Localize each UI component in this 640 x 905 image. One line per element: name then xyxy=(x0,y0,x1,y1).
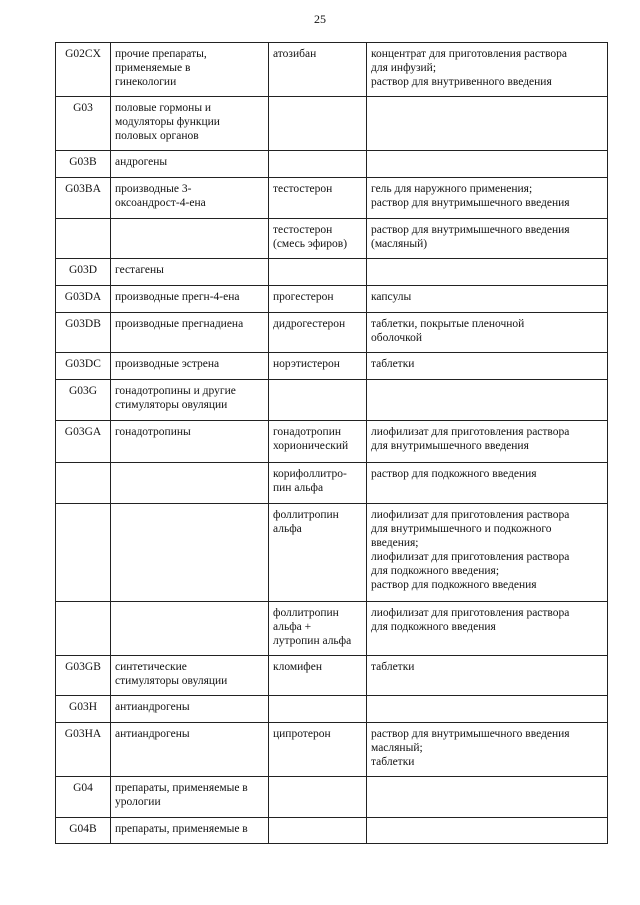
table-row xyxy=(56,380,608,421)
cell-text-line: альфа + xyxy=(273,621,312,633)
table-row xyxy=(56,656,608,696)
atc-code-cell: G04 xyxy=(56,777,111,818)
cell-text-line: для внутримышечного и подкожного xyxy=(371,523,552,535)
drug-name-cell xyxy=(269,151,367,178)
drug-name-cell xyxy=(269,602,367,656)
cell-text-line: атозибан xyxy=(273,48,317,60)
cell-text-line: гонадотропины xyxy=(115,426,191,438)
drug-name-cell xyxy=(269,97,367,151)
cell-text-line: производные эстрена xyxy=(115,358,220,370)
cell-text-line: препараты, применяемые в xyxy=(115,823,248,835)
drug-name-cell xyxy=(269,259,367,286)
table-row xyxy=(56,178,608,219)
table-row xyxy=(56,286,608,313)
atc-code-cell: G03DC xyxy=(56,353,111,380)
atc-code-cell: G03 xyxy=(56,97,111,151)
cell-text-line: для подкожного введения; xyxy=(371,565,500,577)
dosage-form-cell xyxy=(367,313,608,353)
cell-text-line: лиофилизат для приготовления раствора xyxy=(371,551,570,563)
dosage-form-cell xyxy=(367,178,608,219)
cell-text-line: применяемые в xyxy=(115,62,191,74)
cell-text-line: гель для наружного применения; xyxy=(371,183,533,195)
cell-text-line: раствор для подкожного введения xyxy=(371,579,537,591)
pharmacological-group-cell xyxy=(111,463,269,504)
cell-text-line: тестостерон xyxy=(273,183,333,195)
cell-text-line: производные прегнадиена xyxy=(115,318,244,330)
drug-name-cell xyxy=(269,777,367,818)
cell-text-line: (смесь эфиров) xyxy=(273,238,348,250)
cell-text-line: для подкожного введения xyxy=(371,621,496,633)
page-number: 25 xyxy=(314,12,326,26)
dosage-form-cell xyxy=(367,97,608,151)
pharmacological-group-cell xyxy=(111,602,269,656)
pharmacological-group-cell xyxy=(111,219,269,259)
atc-code-cell xyxy=(56,219,111,259)
pharmacological-group-cell xyxy=(111,723,269,777)
dosage-form-cell xyxy=(367,380,608,421)
atc-code-cell xyxy=(56,463,111,504)
table-row xyxy=(56,421,608,463)
dosage-form-cell xyxy=(367,353,608,380)
drug-name-cell xyxy=(269,380,367,421)
table-row xyxy=(56,696,608,723)
table-row xyxy=(56,43,608,97)
cell-text-line: кломифен xyxy=(273,661,322,673)
cell-text-line: прогестерон xyxy=(273,291,334,303)
drug-name-cell xyxy=(269,696,367,723)
cell-text-line: лутропин альфа xyxy=(273,635,352,647)
cell-text-line: лиофилизат для приготовления раствора xyxy=(371,509,570,521)
cell-text-line: гонадотропины и другие xyxy=(115,385,236,397)
cell-text-line: прочие препараты, xyxy=(115,48,207,60)
dosage-form-cell xyxy=(367,504,608,602)
table-row xyxy=(56,602,608,656)
atc-code-cell: G03B xyxy=(56,151,111,178)
pharmacological-group-cell xyxy=(111,353,269,380)
atc-code-cell: G03GB xyxy=(56,656,111,696)
pharmacological-group-cell xyxy=(111,818,269,844)
cell-text-line: лиофилизат для приготовления раствора xyxy=(371,426,570,438)
cell-text-line: капсулы xyxy=(371,291,412,303)
cell-text-line: половых органов xyxy=(115,130,199,142)
drug-name-cell xyxy=(269,504,367,602)
pharmacological-group-cell xyxy=(111,656,269,696)
dosage-form-cell xyxy=(367,151,608,178)
dosage-form-cell xyxy=(367,656,608,696)
cell-text-line: хорионический xyxy=(273,440,349,452)
cell-text-line: ципротерон xyxy=(273,728,331,740)
cell-text-line: производные прегн-4-ена xyxy=(115,291,240,303)
cell-text-line: антиандрогены xyxy=(115,728,190,740)
table-row xyxy=(56,313,608,353)
drug-name-cell xyxy=(269,353,367,380)
pharmacological-group-cell xyxy=(111,151,269,178)
cell-text-line: оксоандрост-4-ена xyxy=(115,197,206,209)
table-body xyxy=(56,43,608,844)
cell-text-line: раствор для внутримышечного введения xyxy=(371,728,570,740)
table-row xyxy=(56,97,608,151)
dosage-form-cell xyxy=(367,259,608,286)
dosage-form-cell xyxy=(367,219,608,259)
table-row xyxy=(56,259,608,286)
cell-text-line: раствор для внутримышечного введения xyxy=(371,224,570,236)
atc-code-cell: G03HA xyxy=(56,723,111,777)
cell-text-line: гонадотропин xyxy=(273,426,342,438)
atc-code-cell xyxy=(56,504,111,602)
cell-text-line: фоллитропин xyxy=(273,607,339,619)
cell-text-line: корифоллитро- xyxy=(273,468,347,480)
pharmacological-group-cell xyxy=(111,43,269,97)
pharmacological-group-cell xyxy=(111,286,269,313)
cell-text-line: препараты, применяемые в xyxy=(115,782,248,794)
cell-text-line: таблетки xyxy=(371,358,415,370)
dosage-form-cell xyxy=(367,463,608,504)
cell-text-line: лиофилизат для приготовления раствора xyxy=(371,607,570,619)
table-row xyxy=(56,777,608,818)
dosage-form-cell xyxy=(367,43,608,97)
atc-code-cell: G03GA xyxy=(56,421,111,463)
table-row xyxy=(56,463,608,504)
pharmacological-group-cell xyxy=(111,504,269,602)
dosage-form-cell xyxy=(367,818,608,844)
table-row xyxy=(56,818,608,844)
atc-code-cell: G03G xyxy=(56,380,111,421)
cell-text-line: модуляторы функции xyxy=(115,116,220,128)
pharmacological-group-cell xyxy=(111,696,269,723)
cell-text-line: таблетки xyxy=(371,756,415,768)
cell-text-line: для инфузий; xyxy=(371,62,437,74)
cell-text-line: раствор для внутривенного введения xyxy=(371,76,552,88)
cell-text-line: масляный; xyxy=(371,742,423,754)
atc-code-cell xyxy=(56,602,111,656)
cell-text-line: концентрат для приготовления раствора xyxy=(371,48,567,60)
cell-text-line: синтетические xyxy=(115,661,187,673)
cell-text-line: антиандрогены xyxy=(115,701,190,713)
cell-text-line: производные 3- xyxy=(115,183,192,195)
cell-text-line: фоллитропин xyxy=(273,509,339,521)
drug-name-cell xyxy=(269,818,367,844)
cell-text-line: (масляный) xyxy=(371,238,428,250)
drug-name-cell xyxy=(269,313,367,353)
dosage-form-cell xyxy=(367,602,608,656)
pharmacological-group-cell xyxy=(111,777,269,818)
cell-text-line: стимуляторы овуляции xyxy=(115,399,228,411)
cell-text-line: введения; xyxy=(371,537,419,549)
drug-name-cell xyxy=(269,286,367,313)
dosage-form-cell xyxy=(367,696,608,723)
cell-text-line: тестостерон xyxy=(273,224,333,236)
drug-name-cell xyxy=(269,43,367,97)
dosage-form-cell xyxy=(367,723,608,777)
drug-name-cell xyxy=(269,656,367,696)
cell-text-line: альфа xyxy=(273,523,302,535)
cell-text-line: урологии xyxy=(115,796,161,808)
atc-code-cell: G04B xyxy=(56,818,111,844)
table-row xyxy=(56,504,608,602)
table-row xyxy=(56,219,608,259)
table-row xyxy=(56,353,608,380)
pharmacological-group-cell xyxy=(111,313,269,353)
cell-text-line: гинекологии xyxy=(115,76,177,88)
drug-classification-table xyxy=(55,42,608,844)
atc-code-cell: G03DA xyxy=(56,286,111,313)
pharmacological-group-cell xyxy=(111,97,269,151)
pharmacological-group-cell xyxy=(111,259,269,286)
cell-text-line: гестагены xyxy=(115,264,164,276)
cell-text-line: норэтистерон xyxy=(273,358,340,370)
cell-text-line: стимуляторы овуляции xyxy=(115,675,228,687)
drug-name-cell xyxy=(269,219,367,259)
drug-name-cell xyxy=(269,463,367,504)
cell-text-line: пин альфа xyxy=(273,482,324,494)
atc-code-cell: G03DB xyxy=(56,313,111,353)
table-row xyxy=(56,723,608,777)
cell-text-line: для внутримышечного введения xyxy=(371,440,529,452)
drug-name-cell xyxy=(269,421,367,463)
cell-text-line: оболочкой xyxy=(371,332,423,344)
dosage-form-cell xyxy=(367,421,608,463)
pharmacological-group-cell xyxy=(111,178,269,219)
drug-name-cell xyxy=(269,723,367,777)
cell-text-line: дидрогестерон xyxy=(273,318,346,330)
atc-code-cell: G03D xyxy=(56,259,111,286)
atc-code-cell: G02CX xyxy=(56,43,111,97)
atc-code-cell: G03H xyxy=(56,696,111,723)
cell-text-line: андрогены xyxy=(115,156,168,168)
dosage-form-cell xyxy=(367,286,608,313)
table-row xyxy=(56,151,608,178)
cell-text-line: таблетки xyxy=(371,661,415,673)
pharmacological-group-cell xyxy=(111,421,269,463)
cell-text-line: таблетки, покрытые пленочной xyxy=(371,318,525,330)
cell-text-line: половые гормоны и xyxy=(115,102,212,114)
cell-text-line: раствор для внутримышечного введения xyxy=(371,197,570,209)
dosage-form-cell xyxy=(367,777,608,818)
drug-name-cell xyxy=(269,178,367,219)
pharmacological-group-cell xyxy=(111,380,269,421)
atc-code-cell: G03BA xyxy=(56,178,111,219)
cell-text-line: раствор для подкожного введения xyxy=(371,468,537,480)
